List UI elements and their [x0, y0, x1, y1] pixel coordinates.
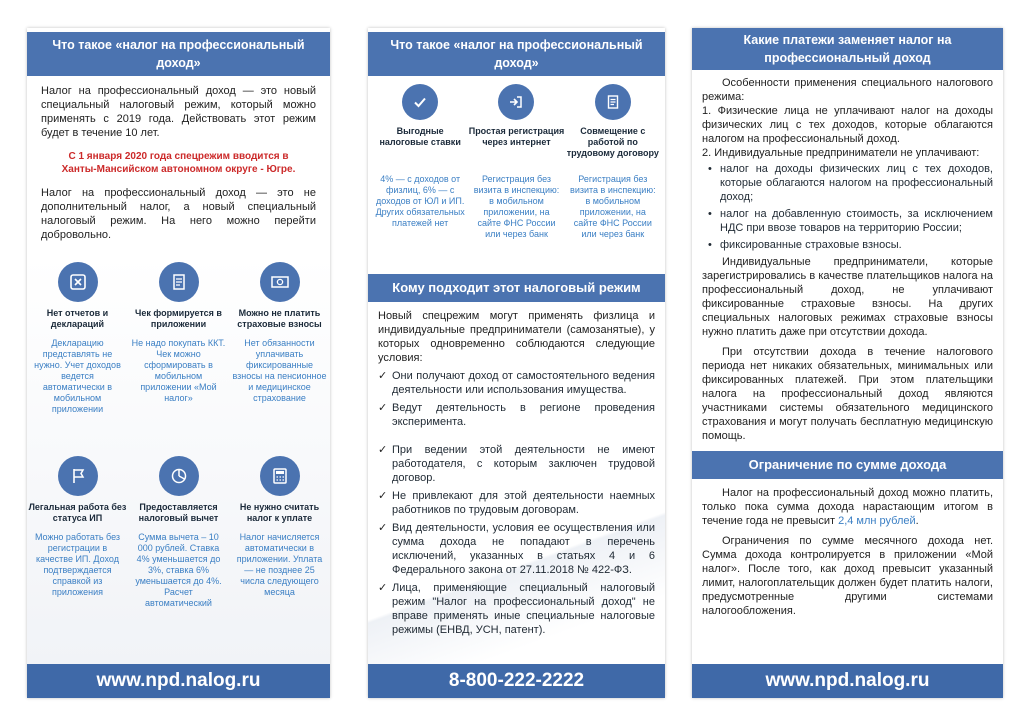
feature-desc: 4% — с доходов от физлиц, 6% — с доходов от ЮЛ и ИП. Других обязательных платежей нет	[375, 174, 465, 228]
feature-combine-work	[565, 84, 661, 274]
benefit-desc: Сумма вычета – 10 000 рублей. Ставка 4% уменьшается до 3%, ставка 6% уменьшается до 4%. Расчет автоматический	[135, 532, 222, 608]
features-intro: Особенности применения специального налогового режима:	[702, 77, 993, 103]
benefit-title: Можно не платить страховые взносы	[237, 308, 322, 329]
individuals-rule: 1. Физические лица не уплачивают налог на доходы физических лиц с тех доходов, которые облагаются налогом на профессиональный доход.	[702, 105, 993, 145]
benefit-title: Легальная работа без статуса ИП	[28, 502, 127, 523]
not-paid-list	[702, 162, 993, 252]
receipt-icon	[159, 262, 199, 302]
close-box-icon	[58, 262, 98, 302]
condition-item: ✓ Не привлекают для этой деятельности наемных работников по трудовым договорам.	[378, 489, 655, 517]
feature-title: Выгодные налоговые ставки	[379, 126, 461, 147]
benefit-desc: Налог начисляется автоматически в приложении. Уплата — не позднее 25 числа следующего месяца	[236, 532, 323, 597]
condition-item: ✓ При ведении этой деятельности не имеют работодателя, с которым заключен трудовой договор.	[378, 443, 655, 485]
region-notice-line2: Ханты-Мансийском автономном округе - Югре.	[61, 164, 296, 175]
no-income-paragraph: При отсутствии дохода в течение налогового периода нет никаких обязательных, минимальных или фиксированных платежей. При этом плательщики налога на профессиональный доход являются участниками системы обязательного медицинского страхования и могут получать бесплатную медицинскую помощь.	[702, 346, 993, 442]
hotline-phone[interactable]: 8-800-222-2222	[368, 664, 665, 698]
website-link[interactable]: www.npd.nalog.ru	[27, 664, 330, 698]
calculator-icon	[260, 456, 300, 496]
benefits-row-1	[27, 262, 330, 415]
panel-what-is-npd	[27, 28, 330, 698]
feature-rates	[372, 84, 468, 274]
region-notice	[27, 140, 330, 176]
benefit-title: Нет отчетов и деклараций	[46, 308, 109, 329]
panel1-header: Что такое «налог на профессиональный доход»	[27, 32, 330, 76]
benefit-title: Предоставляется налоговый вычет	[138, 502, 219, 523]
banknote-icon	[260, 262, 300, 302]
monthly-limit-paragraph: Ограничения по сумме месячного дохода нет. Сумма дохода контролируется в приложении «Мой налог». После того, как доход превысит указанный лимит, налогоплательщик должен будет платить налоги, предусмотренные другими системами налогообложения.	[702, 535, 993, 617]
income-limit-paragraph	[702, 486, 993, 528]
entrepreneurs-paragraph: Индивидуальные предприниматели, которые зарегистрировались в качестве плательщиков налога на профессиональный доход, не уплачивают фиксированные страховые взносы. На других специальных налоговых режимах страховые взносы нужно платить даже при отсутствии дохода.	[702, 256, 993, 338]
panel3-header: Какие платежи заменяет налог на профессиональный доход	[692, 28, 1003, 70]
document-icon	[595, 84, 631, 120]
income-limit-header: Ограничение по сумме дохода	[692, 451, 1003, 479]
benefit-receipt	[128, 262, 229, 415]
feature-title: Простая регистрация через интернет	[468, 126, 565, 147]
conditions-list	[378, 369, 655, 637]
income-limit-end: .	[915, 515, 919, 527]
feature-title: Совмещение с работой по трудовому договору	[566, 126, 659, 158]
benefit-desc: Можно работать без регистрации в качестве ИП. Доход подтверждается справкой из приложения	[34, 532, 121, 597]
benefit-desc: Не надо покупать ККТ. Чек можно сформировать в мобильном приложении «Мой налог»	[131, 338, 226, 403]
benefit-desc: Декларацию представлять не нужно. Учет доходов ведется автоматически в мобильном приложении	[34, 338, 121, 414]
panel-replaced-payments	[692, 28, 1003, 698]
feature-registration	[468, 84, 564, 274]
condition-item: ✓ Вид деятельности, условия ее осуществления или сумма дохода не попадают в перечень исключений, указанных в статьях 4 и 6 Федерального закона от 27.11.2018 № 422-ФЗ.	[378, 521, 655, 577]
flag-icon	[58, 456, 98, 496]
not-paid-item: • налог на доходы физических лиц с тех доходов, которые облагаются налогом на профессиональный доход;	[702, 162, 993, 204]
panel-features-eligibility	[368, 28, 665, 698]
website-link[interactable]: www.npd.nalog.ru	[692, 664, 1003, 698]
intro-paragraph: Налог на профессиональный доход — это новый специальный налоговый режим, который можно применять с 2019 года. Действовать этот режим будет в течение 10 лет.	[41, 85, 316, 139]
benefits-row-2	[27, 456, 330, 609]
check-icon	[402, 84, 438, 120]
not-paid-item: • фиксированные страховые взносы.	[702, 238, 993, 252]
login-icon	[498, 84, 534, 120]
benefit-legal-work	[27, 456, 128, 609]
benefit-title: Не нужно считать налог к уплате	[239, 502, 320, 523]
feature-desc: Регистрация без визита в инспекцию: в мобильном приложении, на сайте ФНС России или через банк	[570, 174, 656, 239]
voluntary-paragraph: Налог на профессиональный доход — это не дополнительный налог, а новый специальный налоговый режим. На него можно перейти добровольно.	[41, 187, 316, 241]
income-limit-text: Налог на профессиональный доход можно платить, только пока сумма дохода нарастающим итогом в течение года не превысит	[702, 487, 993, 527]
condition-item: ✓ Они получают доход от самостоятельного ведения деятельности или использования имущества.	[378, 369, 655, 397]
benefit-no-contributions	[229, 262, 330, 415]
benefit-auto-calculation	[229, 456, 330, 609]
benefit-no-reports	[27, 262, 128, 415]
not-paid-item: • налог на добавленную стоимость, за исключением НДС при ввозе товаров на территорию России;	[702, 207, 993, 235]
eligibility-header: Кому подходит этот налоговый режим	[368, 274, 665, 302]
benefit-tax-deduction	[128, 456, 229, 609]
condition-item: ✓ Ведут деятельность в регионе проведения эксперимента.	[378, 401, 655, 429]
panel2-header: Что такое «налог на профессиональный доход»	[368, 32, 665, 76]
income-limit-amount: 2,4 млн рублей	[838, 515, 916, 527]
entrepreneurs-rule: 2. Индивидуальные предприниматели не уплачивают:	[702, 147, 980, 159]
pie-chart-icon	[159, 456, 199, 496]
region-notice-line1: С 1 января 2020 года спецрежим вводится в	[68, 151, 289, 162]
eligibility-intro: Новый спецрежим могут применять физлица и индивидуальные предприниматели (самозанятые), у которых одновременно соблюдаются следующие условия:	[378, 310, 655, 364]
benefits-area	[27, 256, 330, 664]
feature-desc: Регистрация без визита в инспекцию: в мобильном приложении, на сайте ФНС России или через банк	[473, 174, 560, 239]
features-row	[368, 76, 665, 274]
benefit-title: Чек формируется в приложении	[135, 308, 222, 329]
benefit-desc: Нет обязанности уплачивать фиксированные взносы на пенсионное и медицинское страхование	[232, 338, 327, 403]
condition-item: ✓ Лица, применяющие специальный налоговый режим "Налог на профессиональный доход" не вправе применять иные специальные налоговые режимы (ЕНВД, УСН, патент).	[378, 581, 655, 637]
